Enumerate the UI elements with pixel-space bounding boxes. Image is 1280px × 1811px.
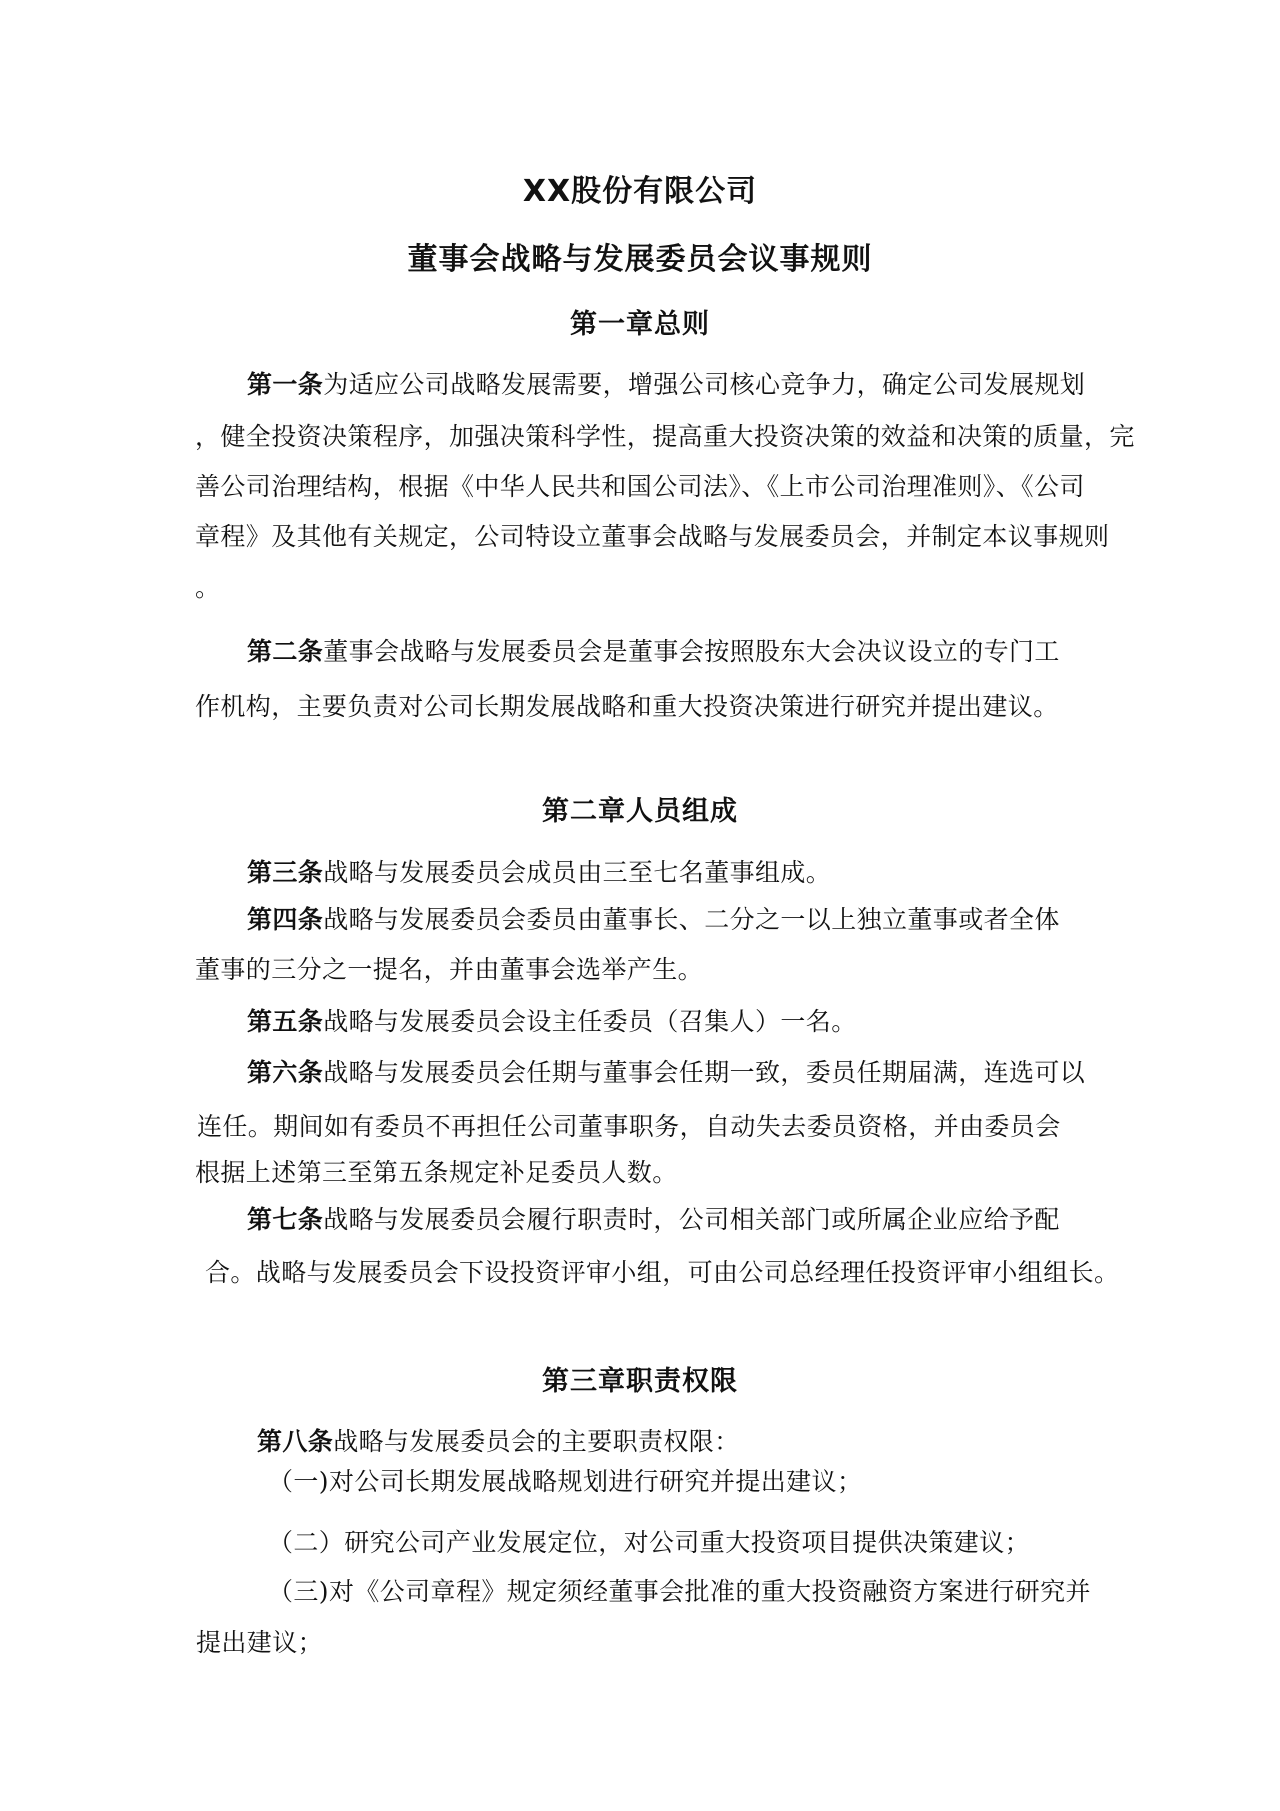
article-6-label: 第六条 (247, 1058, 324, 1087)
article-8-line-1 (257, 1427, 740, 1457)
article-7-line-1 (247, 1205, 1060, 1235)
article-8-item-3-line-2: 提出建议； (196, 1628, 324, 1657)
company-title: XX股份有限公司 (522, 174, 758, 209)
article-5-label: 第五条 (247, 1007, 324, 1036)
article-2-label: 第二条 (247, 637, 324, 666)
article-8-item-2: （二）研究公司产业发展定位，对公司重大投资项目提供决策建议； (268, 1528, 1031, 1557)
article-8-item-1: （一)对公司长期发展战略规划进行研究并提出建议； (268, 1467, 863, 1496)
article-1-label: 第一条 (247, 370, 324, 399)
article-1-line-5: 。 (195, 573, 221, 602)
article-4-label: 第四条 (247, 905, 324, 934)
article-7-text: 战略与发展委员会履行职责时，公司相关部门或所属企业应给予配 (323, 1205, 1060, 1234)
article-6-line-1 (247, 1058, 1085, 1088)
article-7-line-2: 合。战略与发展委员会下设投资评审小组，可由公司总经理任投资评审小组组长。 (205, 1258, 1120, 1287)
article-2-line-2: 作机构，主要负责对公司长期发展战略和重大投资决策进行研究并提出建议。 (195, 692, 1059, 721)
article-3-text: 战略与发展委员会成员由三至七名董事组成。 (323, 858, 832, 887)
article-1-text: 为适应公司战略发展需要，增强公司核心竞争力，确定公司发展规划 (323, 370, 1086, 399)
article-1-line-2: ，健全投资决策程序，加强决策科学性，提高重大投资决策的效益和决策的质量，完 (195, 422, 1135, 451)
article-5-text: 战略与发展委员会设主任委员（召集人）一名。 (323, 1007, 857, 1036)
article-6-line-3: 根据上述第三至第五条规定补足委员人数。 (195, 1158, 678, 1187)
article-6-text: 战略与发展委员会任期与董事会任期一致，委员任期届满，连选可以 (323, 1058, 1086, 1087)
article-7-label: 第七条 (247, 1205, 324, 1234)
article-1-line-3: 善公司治理结构，根据《中华人民共和国公司法》、《上市公司治理准则》、《公司 (195, 472, 1085, 501)
chapter-2-heading: 第二章人员组成 (542, 796, 738, 827)
article-4-line-2: 董事的三分之一提名，并由董事会选举产生。 (195, 955, 704, 984)
article-2-line-1 (247, 637, 1060, 667)
article-8-text: 战略与发展委员会的主要职责权限： (333, 1427, 740, 1456)
rules-title: 董事会战略与发展委员会议事规则 (407, 242, 873, 277)
chapter-1-heading: 第一章总则 (570, 309, 710, 340)
article-8-label: 第八条 (257, 1427, 334, 1456)
article-5-line-1 (247, 1007, 857, 1037)
article-3-line-1 (247, 858, 831, 888)
article-4-text: 战略与发展委员会委员由董事长、二分之一以上独立董事或者全体 (323, 905, 1060, 934)
article-1-line-1 (247, 370, 1085, 400)
article-3-label: 第三条 (247, 858, 324, 887)
article-1-line-4: 章程》及其他有关规定，公司特设立董事会战略与发展委员会，并制定本议事规则 (195, 522, 1110, 551)
article-2-text: 董事会战略与发展委员会是董事会按照股东大会决议设立的专门工 (323, 637, 1060, 666)
article-8-item-3-line-1: （三)对《公司章程》规定须经董事会批准的重大投资融资方案进行研究并 (268, 1577, 1091, 1606)
chapter-3-heading: 第三章职责权限 (542, 1366, 738, 1397)
article-6-line-2: 连任。期间如有委员不再担任公司董事职务，自动失去委员资格，并由委员会 (197, 1112, 1061, 1141)
article-4-line-1 (247, 905, 1060, 935)
